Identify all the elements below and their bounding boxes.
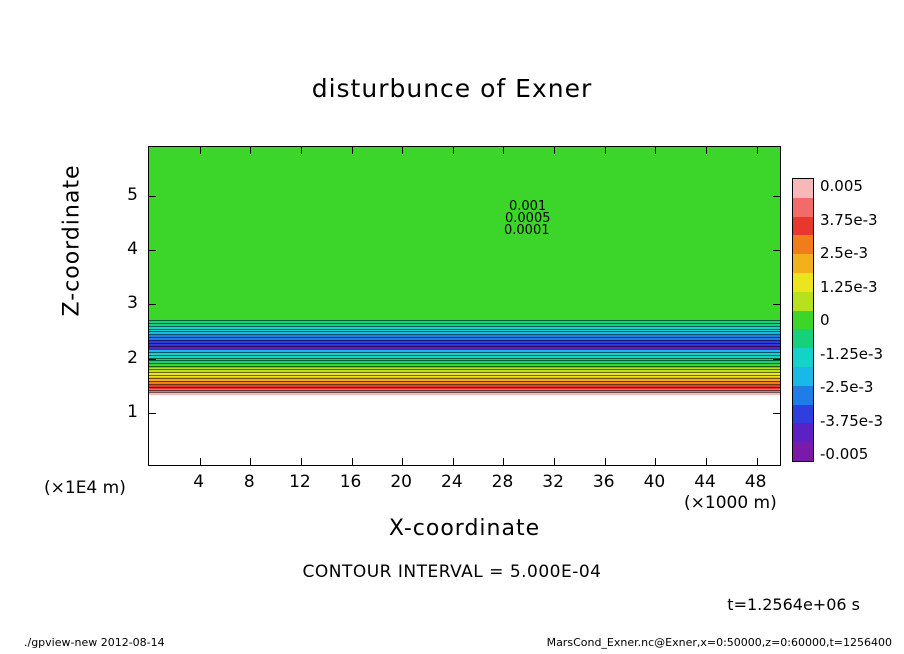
y-tick (773, 413, 780, 414)
colorbar-label: -1.25e-3 (820, 344, 883, 363)
contour-line (149, 331, 780, 332)
x-tick (453, 458, 454, 465)
contour-line (149, 390, 780, 391)
x-tick (605, 147, 606, 154)
field-band (149, 147, 780, 320)
colorbar (792, 178, 814, 462)
colorbar-label: 3.75e-3 (820, 210, 878, 229)
x-tick-label: 4 (193, 472, 205, 492)
colorbar-cell (793, 329, 813, 348)
x-tick (301, 147, 302, 154)
x-tick (250, 458, 251, 465)
colorbar-cell (793, 311, 813, 330)
colorbar-cell (793, 198, 813, 217)
y-tick (149, 196, 156, 197)
contour-label-2: 0.0005 (505, 211, 551, 226)
contour-line (149, 360, 780, 361)
x-tick (757, 458, 758, 465)
x-tick (554, 147, 555, 154)
y-tick-label: 4 (127, 239, 138, 260)
colorbar-cell (793, 386, 813, 405)
contour-line (149, 323, 780, 324)
x-axis-title: X-coordinate (388, 516, 541, 541)
colorbar-cell (793, 273, 813, 292)
x-tick-label: 40 (643, 472, 666, 492)
x-tick-label: 12 (289, 472, 311, 492)
contour-line (149, 372, 780, 373)
x-tick (706, 147, 707, 154)
contour-line (149, 369, 780, 370)
colorbar-cell (793, 405, 813, 424)
x-tick (453, 147, 454, 154)
x-axis-unit-left: (×1E4 m) (44, 478, 126, 498)
colorbar-cell (793, 367, 813, 386)
x-tick (605, 458, 606, 465)
colorbar-cell (793, 442, 813, 461)
page-title: disturbunce of Exner (311, 74, 593, 103)
colorbar-label: -3.75e-3 (820, 411, 883, 430)
x-tick-label: 36 (592, 472, 615, 492)
y-tick (149, 250, 156, 251)
contour-line (149, 378, 780, 379)
colorbar-cell (793, 423, 813, 442)
contour-line (149, 326, 780, 327)
contour-line (149, 337, 780, 338)
colorbar-cell (793, 179, 813, 198)
y-tick (149, 413, 156, 414)
y-tick (773, 250, 780, 251)
contour-line (149, 363, 780, 364)
contour-line (149, 329, 780, 330)
contour-line (149, 346, 780, 347)
x-tick-label: 44 (694, 472, 716, 492)
contour-line (149, 340, 780, 341)
contour-interval-note: CONTOUR INTERVAL = 5.000E-04 (302, 562, 602, 582)
footer-right-text: MarsCond_Exner.nc@Exner,x=0:50000,z=0:60000,t=1256400 (546, 636, 892, 649)
footer-left-text: ./gpview-new 2012-08-14 (24, 636, 165, 649)
field-band (149, 395, 780, 466)
x-tick (655, 147, 656, 154)
colorbar-cell (793, 292, 813, 311)
y-tick (149, 359, 156, 360)
colorbar-label: 0.005 (820, 177, 863, 195)
y-tick-label: 3 (127, 293, 138, 314)
y-tick (773, 196, 780, 197)
contour-line (149, 343, 780, 344)
colorbar-label: 1.25e-3 (820, 277, 878, 296)
contour-line (149, 355, 780, 356)
x-tick-label: 32 (542, 472, 564, 492)
x-tick (503, 147, 504, 154)
x-tick (402, 147, 403, 154)
colorbar-label: -2.5e-3 (820, 378, 874, 396)
x-tick (554, 458, 555, 465)
colorbar-label: -0.005 (820, 445, 869, 463)
contour-line (149, 387, 780, 388)
colorbar-label: 2.5e-3 (820, 244, 869, 262)
x-tick-label: 20 (390, 472, 413, 492)
contour-line (149, 375, 780, 376)
y-axis-title: Z-coordinate (59, 164, 85, 317)
x-tick (503, 458, 504, 465)
y-tick-label: 2 (127, 347, 138, 368)
contour-line (149, 349, 780, 350)
contour-label-1: 0.001 (509, 199, 547, 214)
y-tick-label: 1 (127, 401, 138, 422)
x-tick (655, 458, 656, 465)
x-tick (402, 458, 403, 465)
x-tick (250, 147, 251, 154)
x-axis-unit-right: (×1000 m) (684, 493, 777, 513)
x-tick-label: 16 (339, 472, 362, 492)
x-tick (706, 458, 707, 465)
colorbar-cell (793, 235, 813, 254)
contour-line (149, 392, 780, 393)
x-tick-label: 24 (441, 472, 463, 492)
x-tick (352, 458, 353, 465)
contour-line (149, 384, 780, 385)
plot-area (148, 146, 781, 466)
contour-line (149, 381, 780, 382)
colorbar-label: 0 (820, 311, 830, 329)
colorbar-cell (793, 348, 813, 367)
x-tick (352, 147, 353, 154)
contour-line (149, 334, 780, 335)
x-tick (200, 458, 201, 465)
contour-line (149, 320, 780, 321)
x-tick (200, 147, 201, 154)
timestamp-note: t=1.2564e+06 s (727, 595, 860, 614)
x-tick-label: 48 (744, 472, 767, 492)
contour-line (149, 352, 780, 353)
x-tick (757, 147, 758, 154)
y-tick (773, 304, 780, 305)
colorbar-cell (793, 254, 813, 273)
contour-label-3: 0.0001 (504, 223, 550, 238)
x-tick-label: 28 (491, 472, 514, 492)
colorbar-cell (793, 217, 813, 236)
x-tick-label: 8 (243, 472, 255, 492)
contour-line (149, 366, 780, 367)
y-tick (773, 359, 780, 360)
x-tick (301, 458, 302, 465)
y-tick (149, 304, 156, 305)
y-tick-label: 5 (127, 184, 138, 205)
contour-line (149, 358, 780, 359)
